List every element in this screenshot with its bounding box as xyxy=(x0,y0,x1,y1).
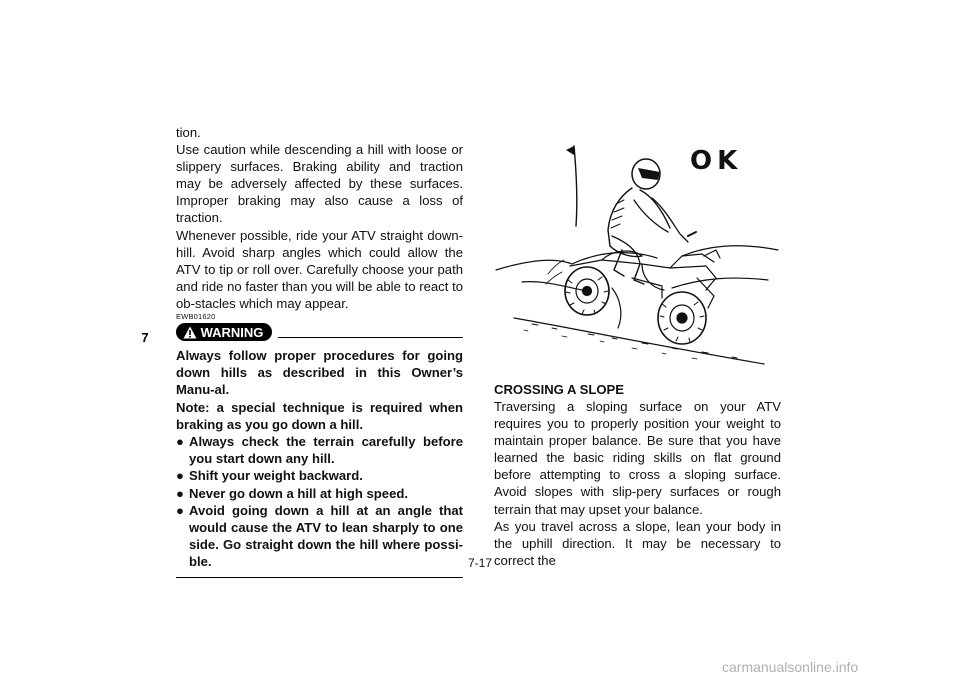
warning-label: WARNING xyxy=(200,324,264,340)
warning-note: Note: a special technique is required when braking as you go down a hill. xyxy=(176,399,463,432)
chapter-number: 7 xyxy=(141,330,149,345)
paragraph-1: tion. xyxy=(176,125,201,140)
bullet-icon: ● xyxy=(176,502,184,518)
paragraph-5: As you travel across a slope, lean your body in the uphill direction. It may be necessary to correct the xyxy=(494,518,781,568)
warning-body xyxy=(176,347,463,571)
watermark: carmanualsonline.info xyxy=(722,659,859,675)
chapter-tab xyxy=(130,330,160,680)
warning-header xyxy=(176,323,463,341)
bullet-icon: ● xyxy=(176,485,184,501)
paragraph-4: Traversing a sloping surface on your ATV requires you to properly position your weight to maintain proper balance. Be sure that you have learned the basic riding skills on flat ground before attempting to cross a sloping surface. Avoid slopes with slip-pery surfaces or rough terrain that may upset your balance. xyxy=(494,399,781,517)
paragraph-3: Whenever possible, ride your ATV straight down-hill. Avoid sharp angles which could allow the ATV to tip or roll over. Carefully choose your path and ride no faster than you will be able to react to ob-stacles which may appear. xyxy=(176,227,463,311)
bullet-icon: ● xyxy=(176,434,184,450)
list-item: ● Never go down a hill at high speed. xyxy=(176,485,408,501)
warning-intro: Always follow proper procedures for going down hills as described in this Owner’s Manu-al. xyxy=(176,348,463,398)
warning-badge xyxy=(176,323,272,341)
warning-rule xyxy=(278,337,463,338)
list-item: ● Always check the terrain carefully before you start down any hill. xyxy=(176,434,463,467)
warning-triangle-icon xyxy=(183,326,197,339)
warning-bullet-list xyxy=(176,433,463,571)
illustration-ok-label: OK xyxy=(690,146,743,176)
section-heading: CROSSING A SLOPE xyxy=(494,382,624,397)
page-number: 7-17 xyxy=(467,556,493,570)
left-column xyxy=(176,124,463,578)
list-item: ● Shift your weight backward. xyxy=(176,468,363,484)
warning-code: EWB01620 xyxy=(176,312,216,322)
list-item: ● Avoid going down a hill at an angle that would cause the ATV to lean sharply to one side. Go straight down the hill where possi-ble. xyxy=(176,502,463,570)
bullet-icon: ● xyxy=(176,468,184,484)
right-column xyxy=(494,381,781,569)
paragraph-2: Use caution while descending a hill with loose or slippery surfaces. Braking ability and traction may be adversely affected by these surfaces. Improper braking may also cause a loss of traction. xyxy=(176,142,463,226)
warning-end-rule xyxy=(176,577,463,578)
